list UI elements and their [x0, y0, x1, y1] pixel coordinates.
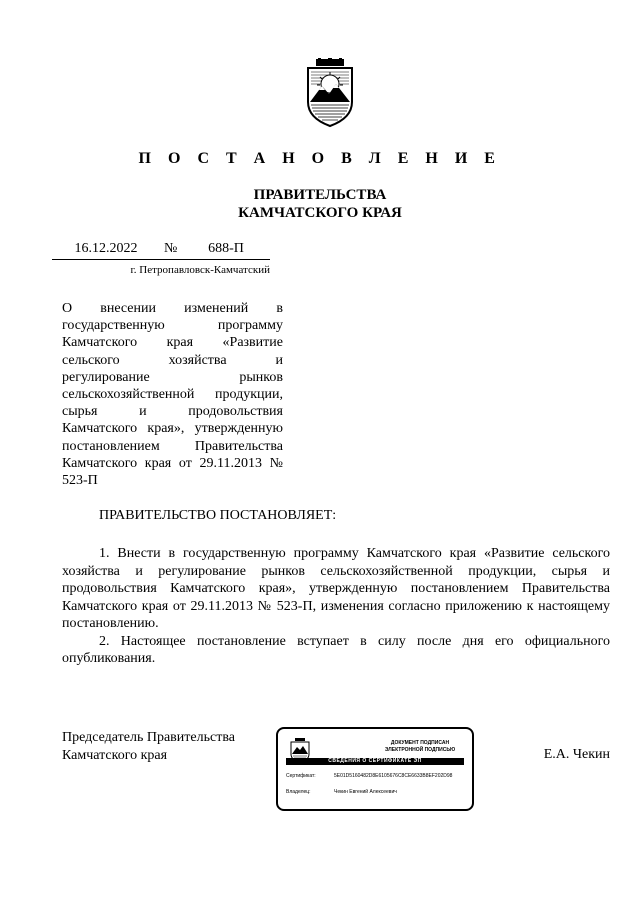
issuing-authority [0, 186, 640, 222]
authority-line-1: ПРАВИТЕЛЬСТВА [253, 187, 387, 203]
signer-name: Е.А. Чекин [543, 747, 610, 762]
document-date: 16.12.2022 [74, 241, 138, 256]
signer-title-line-1: Председатель Правительства [62, 730, 235, 745]
electronic-signature-stamp [276, 727, 474, 811]
document-subject: О внесении изменений в государственную программу Камчатского края «Развитие сельского хозяйства и регулирование рынков сельскохозяйственной продукции, сырья и продовольствия Камчатского края», утвержденную постановлением Правительства Камчатского края от 29.11.2013 № 523-П [62, 301, 283, 489]
certificate-value: 5E01D5160482D8E6105676C8CE6633B8EF202D98 [334, 773, 453, 779]
document-city: г. Петропавловск-Камчатский [130, 264, 270, 276]
decree-statement: ПРАВИТЕЛЬСТВО ПОСТАНОВЛЯЕТ: [99, 508, 337, 523]
registration-underline [52, 259, 270, 260]
owner-label: Владелец: [286, 789, 311, 795]
coat-of-arms-icon [302, 58, 358, 128]
stamp-certificate-band: СВЕДЕНИЯ О СЕРТИФИКАТЕ ЭП [286, 758, 464, 765]
signer-title [62, 729, 235, 764]
document-body [62, 545, 610, 668]
body-paragraph-1: 1. Внести в государственную программу Камчатского края «Развитие сельского хозяйства и регулирование рынков сельскохозяйственной продукции, сырья и продовольствия Камчатского края», утвержденную постановлением Правительства Камчатского края от 29.11.2013 № 523-П, изменения согласно приложению к настоящему постановлению. [62, 546, 610, 631]
body-paragraph-2: 2. Настоящее постановление вступает в силу после дня его официального опубликования. [62, 633, 610, 666]
document-type-title: П О С Т А Н О В Л Е Н И Е [138, 150, 502, 167]
coat-of-arms-emblem [302, 58, 358, 128]
certificate-label: Сертификат: [286, 773, 316, 779]
document-number: 688-П [208, 241, 244, 256]
stamp-header [362, 740, 478, 754]
stamp-header-line-1: ДОКУМЕНТ ПОДПИСАН [390, 740, 450, 746]
authority-line-2: КАМЧАТСКОГО КРАЯ [238, 205, 402, 221]
owner-value: Чекин Евгений Алексеевич [334, 789, 397, 795]
number-sign: № [164, 241, 178, 256]
signer-title-line-2: Камчатского края [62, 747, 168, 763]
stamp-header-line-2: ЭЛЕКТРОННОЙ ПОДПИСЬЮ [384, 747, 456, 753]
